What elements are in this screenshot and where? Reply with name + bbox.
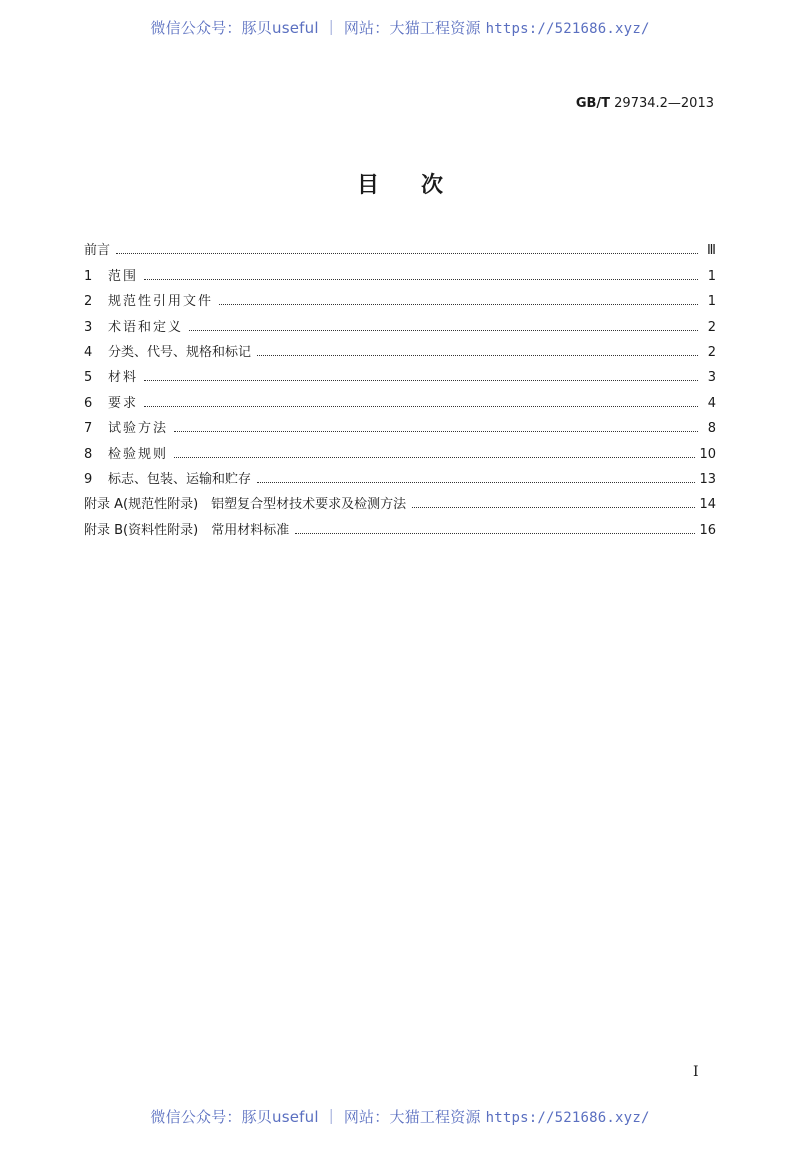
dot-leader bbox=[144, 279, 698, 280]
toc-entry-page: 2 bbox=[707, 319, 716, 335]
page-number: I bbox=[693, 1064, 699, 1080]
toc-entry-3[interactable] bbox=[84, 309, 716, 334]
dot-leader bbox=[295, 533, 695, 534]
dot-leader bbox=[174, 457, 695, 458]
watermark-url[interactable]: https://521686.xyz/ bbox=[485, 1110, 650, 1126]
dot-leader bbox=[219, 304, 698, 305]
toc-entry-label: 检验规则 bbox=[108, 446, 169, 462]
toc-entry-9[interactable] bbox=[84, 462, 716, 487]
standard-code bbox=[576, 96, 714, 111]
watermark-bottom bbox=[0, 1106, 800, 1127]
toc-entry-page: Ⅲ bbox=[707, 243, 716, 259]
page-title: 目次 bbox=[356, 173, 485, 198]
toc-entry-label: 附录 A(规范性附录) 铝塑复合型材技术要求及检测方法 bbox=[84, 497, 407, 513]
toc-entry-page: 16 bbox=[699, 522, 716, 538]
toc-entry-7[interactable] bbox=[84, 411, 716, 436]
toc-entry-6[interactable] bbox=[84, 385, 716, 410]
toc-entry-5[interactable] bbox=[84, 360, 716, 385]
toc-entry-label: 要求 bbox=[108, 395, 139, 411]
table-of-contents bbox=[84, 233, 716, 538]
toc-entry-annex-b[interactable] bbox=[84, 512, 716, 537]
toc-entry-label: 术语和定义 bbox=[108, 319, 184, 335]
toc-entry-page: 2 bbox=[707, 344, 716, 360]
standard-code-number: 29734.2—2013 bbox=[610, 96, 714, 111]
toc-entry-label: 材料 bbox=[108, 370, 139, 386]
toc-entry-page: 14 bbox=[699, 497, 716, 513]
toc-entry-number: 6 bbox=[84, 395, 93, 411]
toc-entry-8[interactable] bbox=[84, 436, 716, 461]
toc-entry-page: 8 bbox=[707, 421, 716, 437]
toc-entry-number: 1 bbox=[84, 268, 93, 284]
dot-leader bbox=[144, 406, 698, 407]
toc-entry-page: 1 bbox=[707, 268, 716, 284]
toc-entry-2[interactable] bbox=[84, 284, 716, 309]
toc-entry-label: 分类、代号、规格和标记 bbox=[108, 344, 252, 360]
toc-entry-page: 1 bbox=[707, 294, 716, 310]
toc-entry-label: 范围 bbox=[108, 268, 139, 284]
watermark-text: 微信公众号：豚贝useful ｜ 网站：大猫工程资源 bbox=[150, 19, 486, 37]
toc-entry-4[interactable] bbox=[84, 335, 716, 360]
toc-entry-foreword[interactable] bbox=[84, 233, 716, 258]
toc-entry-annex-a[interactable] bbox=[84, 487, 716, 512]
dot-leader bbox=[257, 482, 695, 483]
dot-leader bbox=[116, 253, 698, 254]
watermark-top bbox=[0, 17, 800, 38]
toc-entry-label: 试验方法 bbox=[108, 421, 169, 437]
toc-entry-number: 8 bbox=[84, 446, 93, 462]
dot-leader bbox=[189, 330, 698, 331]
toc-entry-label: 标志、包装、运输和贮存 bbox=[108, 471, 252, 487]
toc-entry-page: 13 bbox=[699, 471, 716, 487]
toc-entry-label: 前言 bbox=[84, 243, 111, 259]
toc-entry-page: 3 bbox=[707, 370, 716, 386]
toc-entry-number: 2 bbox=[84, 294, 93, 310]
dot-leader bbox=[412, 507, 695, 508]
watermark-url[interactable]: https://521686.xyz/ bbox=[485, 21, 650, 37]
dot-leader bbox=[174, 431, 698, 432]
toc-entry-number: 5 bbox=[84, 370, 93, 386]
toc-entry-page: 4 bbox=[707, 395, 716, 411]
watermark-text: 微信公众号：豚贝useful ｜ 网站：大猫工程资源 bbox=[150, 1108, 486, 1126]
dot-leader bbox=[257, 355, 698, 356]
toc-entry-number: 3 bbox=[84, 319, 93, 335]
toc-entry-label: 规范性引用文件 bbox=[108, 294, 214, 310]
standard-code-prefix: GB/T bbox=[575, 96, 611, 111]
toc-entry-1[interactable] bbox=[84, 258, 716, 283]
dot-leader bbox=[144, 380, 698, 381]
toc-entry-page: 10 bbox=[699, 446, 716, 462]
toc-entry-label: 附录 B(资料性附录) 常用材料标准 bbox=[84, 522, 290, 538]
toc-entry-number: 7 bbox=[84, 421, 93, 437]
toc-entry-number: 4 bbox=[84, 344, 93, 360]
toc-entry-number: 9 bbox=[84, 471, 93, 487]
